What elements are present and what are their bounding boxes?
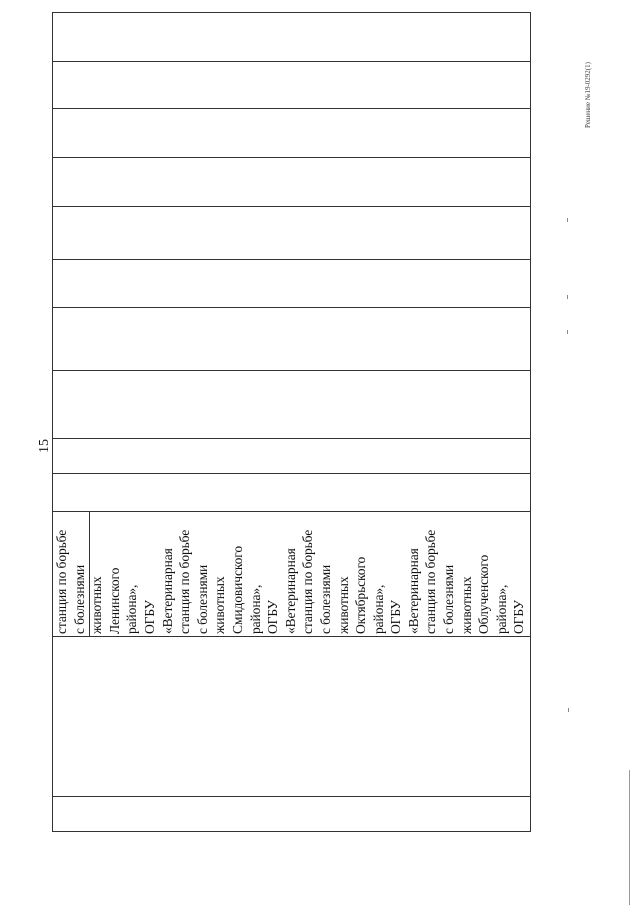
table-row-divider	[52, 259, 531, 260]
table-row-divider	[52, 796, 531, 797]
cell-line: района»,	[493, 584, 509, 634]
cell-line: с болезнями	[441, 564, 457, 634]
cell-line: района»,	[370, 584, 386, 634]
scan-speck	[567, 218, 568, 222]
cell-line: животных	[89, 576, 105, 634]
cell-line: с болезнями	[194, 564, 210, 634]
cell-line: ОГБУ	[141, 600, 157, 634]
table-row-divider	[52, 438, 531, 439]
cell-line: Октябрьского	[353, 556, 369, 634]
table-row-divider	[52, 473, 531, 474]
cell-line: животных	[335, 576, 351, 634]
cell-line: района»,	[124, 584, 140, 634]
side-note-text: Решение №19-0292(1)	[584, 62, 592, 128]
cell-line: ОГБУ	[511, 600, 527, 634]
table-row-divider	[52, 157, 531, 158]
cell-line: ОГБУ	[265, 600, 281, 634]
cell-line: Облученского	[476, 554, 492, 634]
table-row-divider	[52, 636, 531, 637]
scan-edge-mark	[629, 770, 630, 905]
side-note	[578, 40, 598, 150]
cell-line: животных	[212, 576, 228, 634]
table-row-divider	[52, 61, 531, 62]
table-row-divider	[52, 108, 531, 109]
cell-line: Смидовичского	[229, 545, 245, 634]
cell-line: ОГБУ	[388, 600, 404, 634]
scan-speck	[568, 708, 569, 712]
scan-speck	[567, 295, 568, 299]
cell-line: Ленинского	[106, 567, 122, 634]
cell-line: с болезнями	[317, 564, 333, 634]
table-frame	[52, 12, 531, 832]
cell-line: станция по борьбе	[300, 529, 316, 634]
table-row-divider	[52, 307, 531, 308]
cell-line: с болезнями	[71, 564, 87, 634]
cell-line: станция по борьбе	[177, 529, 193, 634]
scan-speck	[567, 330, 568, 334]
cell-line: животных	[458, 576, 474, 634]
table-row-divider	[52, 511, 531, 512]
cell-line: района»,	[247, 584, 263, 634]
table-row-divider	[52, 370, 531, 371]
cell-line: «Ветеринарная	[282, 548, 298, 634]
table-row-divider	[52, 206, 531, 207]
cell-line: «Ветеринарная	[405, 548, 421, 634]
page-number: 15	[37, 439, 52, 453]
cell-line: «Ветеринарная	[159, 548, 175, 634]
cell-line: станция по борьбе	[423, 529, 439, 634]
table-cell-text	[52, 514, 527, 636]
cell-line: станция по борьбе	[54, 529, 69, 634]
